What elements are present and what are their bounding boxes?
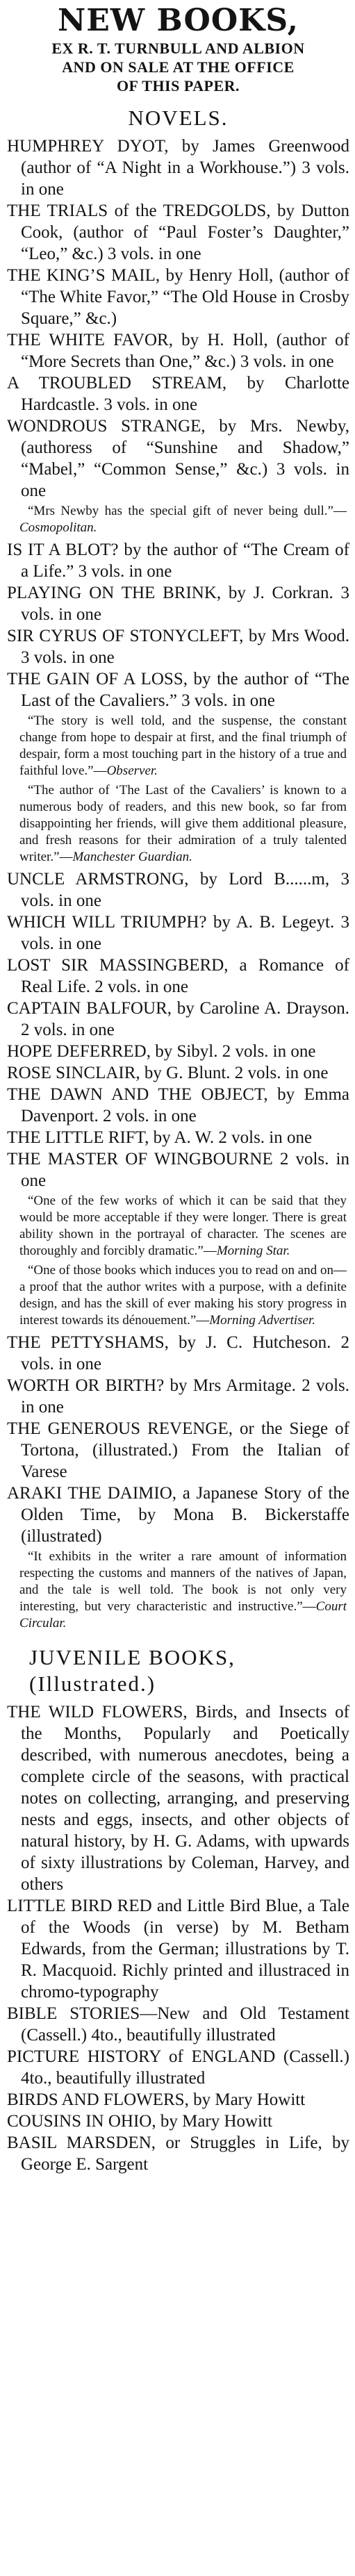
book-listing: LITTLE BIRD RED and Little Bird Blue, a Tale of the Woods (in verse) by M. Betham Edwards, from the German; illustrations by T. R. Macquoid. Richly printed and illustraced in chromo-typography [7, 1897, 349, 2001]
masthead-line-1: EX R. T. TURNBULL AND ALBION [51, 40, 305, 57]
review-source: Court Circular. [19, 1599, 347, 1630]
book-listing: BASIL MARSDEN, or Struggles in Life, by George E. Sargent [7, 2133, 349, 2174]
review-quote [7, 1193, 349, 1260]
book-listing: THE MASTER OF WINGBOURNE 2 vols. in one [7, 1150, 349, 1190]
review-quote [7, 1262, 349, 1329]
book-listing: BIRDS AND FLOWERS, by Mary Howitt [7, 2090, 306, 2109]
book-listing: PLAYING ON THE BRINK, by J. Corkran. 3 vols. in one [7, 584, 349, 624]
book-listing: SIR CYRUS OF STONYCLEFT, by Mrs Wood. 3 vols. in one [7, 627, 349, 667]
review-source: Morning Advertiser. [209, 1313, 316, 1328]
masthead-line-2: AND ON SALE AT THE OFFICE [62, 58, 295, 76]
review-text: “It exhibits in the writer a rare amount of information respecting the customs and manners of the natives of Japan, and the tale is well told. The book is not only very interesting, but very characteristic and instructive.”— [19, 1549, 347, 1614]
review-text: “Mrs Newby has the special gift of never being dull.”— [28, 504, 347, 518]
review-text: “The story is well told, and the suspense, the constant change from hope to despair at first, and the final triumph of despair, form a most touching part in the history of a true and faithful love.”— [19, 713, 347, 778]
masthead-line-3: OF THIS PAPER. [116, 77, 240, 94]
review-text: “One of the few works of which it can be said that they would be more acceptable if they were longer. There is great ability shown in the portrayal of character. The scenes are thoroughly and forcibly dramatic.”— [19, 1194, 347, 1258]
masthead-title: NEW BOOKS, [58, 3, 299, 38]
book-listing: WHICH WILL TRIUMPH? by A. B. Legeyt. 3 vols. in one [7, 913, 349, 953]
section-heading-juvenile: JUVENILE BOOKS, (Illustrated.) [29, 1645, 236, 1696]
book-listing: LOST SIR MASSINGBERD, a Romance of Real Life. 2 vols. in one [7, 956, 349, 996]
book-listing: THE GENEROUS REVENGE, or the Siege of Tortona, (illustrated.) From the Italian of Varese [7, 1419, 349, 1481]
review-quote [7, 713, 349, 779]
book-listing: BIBLE STORIES—New and Old Testament (Cassell.) 4to., beautifully illustrated [7, 2004, 349, 2045]
section-heading-novels: NOVELS. [128, 106, 229, 130]
review-quote [7, 503, 349, 536]
book-listing: THE KING’S MAIL, by Henry Holl, (author of “The White Favor,” “The Old House in Crosby Square,” &c.) [7, 266, 349, 328]
book-listing: THE LITTLE RIFT, by A. W. 2 vols. in one [7, 1128, 313, 1147]
review-quote [7, 782, 349, 866]
book-listing: THE DAWN AND THE OBJECT, by Emma Davenport. 2 vols. in one [7, 1085, 349, 1125]
book-listing: IS IT A BLOT? by the author of “The Cream of a Life.” 3 vols. in one [7, 540, 349, 581]
book-listing: WORTH OR BIRTH? by Mrs Armitage. 2 vols. in one [7, 1376, 349, 1417]
book-listing: THE WHITE FAVOR, by H. Holl, (author of “More Secrets than One,” &c.) 3 vols. in one [7, 331, 349, 371]
book-listing: HUMPHREY DYOT, by James Greenwood (author of “A Night in a Workhouse.”) 3 vols. in one [7, 137, 349, 199]
review-source: Cosmopolitan. [19, 520, 97, 535]
book-listing: WONDROUS STRANGE, by Mrs. Newby, (authoress of “Sunshine and Shadow,” “Mabel,” “Common Sense,” &c.) 3 vols. in one [7, 417, 349, 500]
review-source: Morning Star. [216, 1244, 290, 1258]
review-text: “One of those books which induces you to read on and on—a proof that the author writes with a purpose, with a definite design, and has the skill of ever making his story progress in interest towards its dénouement.”— [19, 1263, 347, 1328]
book-listing: THE PETTYSHAMS, by J. C. Hutcheson. 2 vols. in one [7, 1333, 349, 1373]
book-listing: THE TRIALS of the TREDGOLDS, by Dutton Cook, (author of “Paul Foster’s Daughter,” “Leo,” &c.) 3 vols. in one [7, 201, 349, 263]
review-source: Manchester Guardian. [72, 850, 192, 864]
book-listing: HOPE DEFERRED, by Sibyl. 2 vols. in one [7, 1042, 316, 1061]
book-listing: THE WILD FLOWERS, Birds, and Insects of the Months, Popularly and Poetically described, with numerous anecdotes, being a complete circle of the seasons, with practical notes on collecting, arranging, and preserving nests and eggs, insects, and other objects of natural history, by H. G. Adams, with upwards of sixty illustrations by Coleman, Harvey, and others [7, 1703, 349, 1894]
book-listing: ROSE SINCLAIR, by G. Blunt. 2 vols. in one [7, 1064, 329, 1082]
book-listing: THE GAIN OF A LOSS, by the author of “The Last of the Cavaliers.” 3 vols. in one [7, 670, 349, 710]
juvenile-list [7, 1701, 349, 2175]
book-listing: A TROUBLED STREAM, by Charlotte Hardcastle. 3 vols. in one [7, 374, 349, 414]
book-listing: ARAKI THE DAIMIO, a Japanese Story of the Olden Time, by Mona B. Bickerstaffe (illustrated) [7, 1484, 349, 1546]
book-listing: PICTURE HISTORY of ENGLAND (Cassell.) 4to., beautifully illustrated [7, 2047, 349, 2088]
review-quote [7, 1549, 349, 1632]
book-listing: COUSINS IN OHIO, by Mary Howitt [7, 2112, 272, 2131]
book-listing: UNCLE ARMSTRONG, by Lord B......m, 3 vols. in one [7, 870, 349, 910]
novels-list [7, 135, 349, 1632]
newspaper-advertisement [0, 3, 355, 2576]
review-source: Observer. [106, 763, 158, 778]
review-text: “The author of ‘The Last of the Cavaliers’ is known to a numerous body of readers, and this new book, so far from disappointing her friends, will give them additional pleasure, and fresh reasons for their admiration of a truly talented writer.”— [19, 783, 347, 864]
book-listing: CAPTAIN BALFOUR, by Caroline A. Drayson. 2 vols. in one [7, 999, 349, 1039]
